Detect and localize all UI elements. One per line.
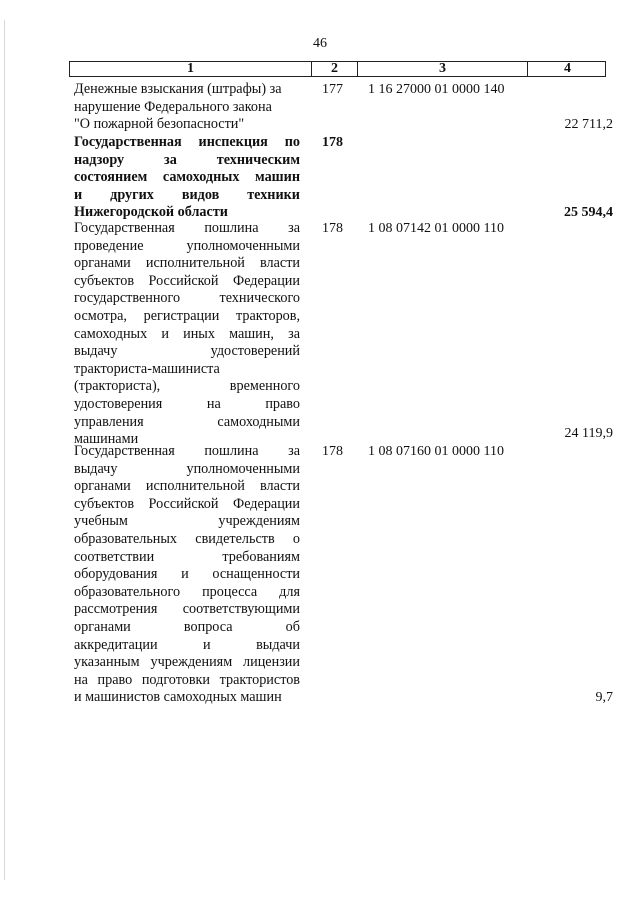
desc-line: Государственная инспекция по [74,134,300,150]
desc-line: осмотра, регистрации тракторов, [74,307,300,324]
desc-line: нарушение Федерального закона [74,98,272,115]
desc-line: образовательного процесса для [74,583,300,600]
desc-line: удостоверения на право [74,395,300,412]
row-description [74,134,300,222]
row-amount: 22 711,2 [564,117,613,132]
desc-line: государственного технического [74,290,300,307]
desc-line: субъектов Российской Федерации [74,272,300,289]
row-description [74,443,300,707]
desc-line: выдачу удостоверений [74,343,300,360]
desc-line: и других видов техники [74,186,300,203]
desc-line: самоходных и иных машин, за [74,325,300,342]
row-code-budget: 1 08 07160 01 0000 110 [368,444,504,459]
row-description [74,81,300,134]
scan-edge-artifact [4,20,5,880]
desc-line: Нижегородской области [74,204,228,221]
row-code-admin: 177 [322,82,343,97]
header-col-4: 4 [527,62,607,76]
row-code-admin: 178 [322,221,343,236]
desc-line: "О пожарной безопасности" [74,116,245,133]
page-number: 46 [313,36,327,51]
desc-line: рассмотрения соответствующими [74,601,300,618]
desc-line: надзору за техническим [74,151,300,168]
desc-line: субъектов Российской Федерации [74,495,300,512]
desc-line: образовательных свидетельств о [74,530,300,547]
row-description [74,220,300,449]
row-code-budget: 1 08 07142 01 0000 110 [368,221,504,236]
row-code-admin: 178 [322,135,343,150]
desc-line: учебным учреждениям [74,513,300,530]
desc-line: органами исполнительной власти [74,478,300,495]
desc-line: на право подготовки трактористов [74,671,300,688]
row-code-budget: 1 16 27000 01 0000 140 [368,82,505,97]
desc-line: выдачу уполномоченными [74,460,300,477]
desc-line: тракториста-машиниста [74,360,220,377]
desc-line: указанным учреждениям лицензии [74,654,300,671]
desc-line: Государственная пошлина за [74,220,300,236]
desc-line: соответствии требованиям [74,548,300,565]
row-amount: 9,7 [595,690,613,705]
desc-line: органами исполнительной власти [74,255,300,272]
desc-line: проведение уполномоченными [74,237,300,254]
header-col-1: 1 [187,61,194,76]
desc-line: (тракториста), временного [74,378,300,395]
desc-line: органами вопроса об [74,618,300,635]
header-col-3: 3 [357,62,527,76]
header-col-2: 2 [311,62,357,76]
row-code-admin: 178 [322,444,343,459]
table-header [69,61,606,77]
desc-line: аккредитации и выдачи [74,636,300,653]
desc-line: Денежные взыскания (штрафы) за [74,81,282,97]
desc-line: управления самоходными [74,413,300,430]
row-amount: 24 119,9 [564,426,613,441]
desc-line: машинами [74,431,139,448]
desc-line: и машинистов самоходных машин [74,689,282,706]
desc-line: состоянием самоходных машин [74,169,300,186]
row-amount: 25 594,4 [564,205,613,220]
desc-line: оборудования и оснащенности [74,566,300,583]
desc-line: Государственная пошлина за [74,443,300,459]
